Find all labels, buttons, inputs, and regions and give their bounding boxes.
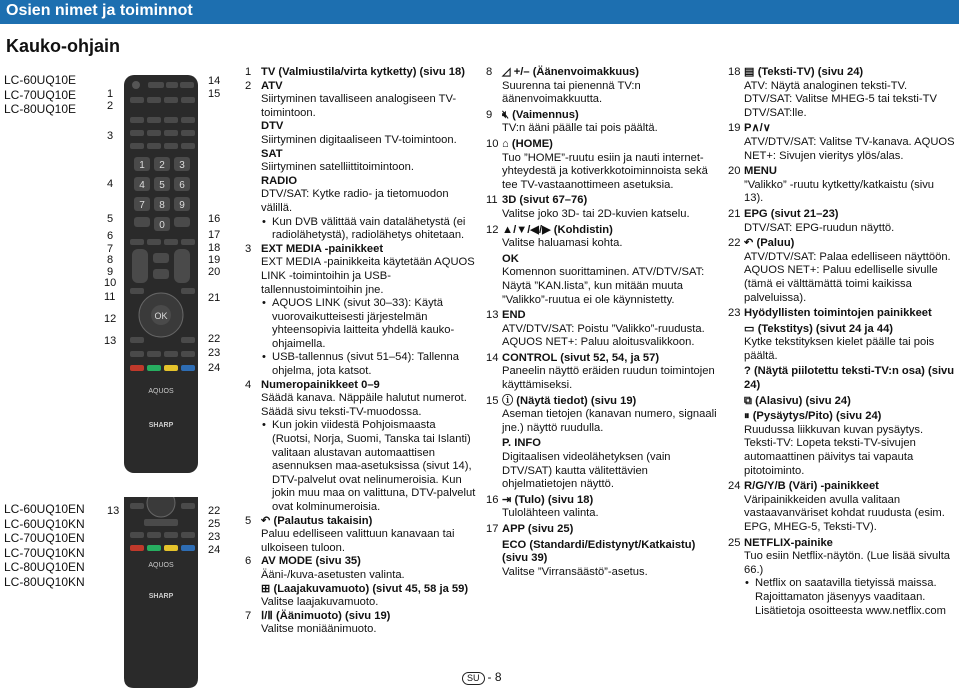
item-22 bbox=[728, 237, 956, 305]
callout-number: 11 bbox=[104, 291, 116, 303]
teletext-icon: ▤ bbox=[744, 66, 758, 78]
item-text: EXT MEDIA -painikkeita käytetään AQUOS LINK -toimintoihin ja USB-tallennustoimintoihin jne. bbox=[261, 256, 475, 296]
item-number: 14 bbox=[486, 351, 499, 364]
item-heading: (Näytä tiedot) (sivu 19) bbox=[516, 394, 637, 407]
item-4 bbox=[245, 379, 477, 515]
model-name: LC-80UQ10E bbox=[4, 102, 77, 116]
home-button bbox=[153, 253, 169, 263]
item-heading: CONTROL (sivut 52, 54, ja 57) bbox=[502, 351, 660, 364]
item-number: 10 bbox=[486, 137, 499, 150]
sound-mode-icon: Ⅰ/Ⅱ bbox=[261, 609, 277, 622]
item-heading: (HOME) bbox=[511, 137, 553, 150]
remote-button bbox=[180, 82, 194, 88]
callout-number: 23 bbox=[208, 531, 221, 543]
callout-number: 22 bbox=[208, 333, 221, 345]
epg-button bbox=[181, 288, 195, 294]
item-heading: EPG (sivut 21–23) bbox=[744, 207, 839, 220]
key-0: 0 bbox=[159, 220, 165, 231]
description-column-3 bbox=[728, 66, 956, 618]
power-button-icon bbox=[132, 81, 140, 89]
item-18 bbox=[728, 66, 956, 120]
end-button bbox=[130, 337, 144, 343]
callout-number: 1 bbox=[107, 88, 114, 100]
callout-number: 5 bbox=[107, 213, 114, 225]
item-heading: NETFLIX-painike bbox=[744, 536, 833, 549]
item-text: Ääni-/kuva-asetusten valinta. bbox=[261, 568, 405, 581]
item-text: Valitse ”Virransäästö”-asetus. bbox=[502, 565, 648, 578]
item-text: Komennon suorittaminen. ATV/DTV/SAT: Näytä ”KAN.lista”, kun mitään muuta ”Valikko”-ruutua ei ole käynnistetty. bbox=[502, 266, 705, 306]
sharp-logo: SHARP bbox=[148, 593, 174, 600]
item-number: 18 bbox=[728, 66, 741, 78]
item-19 bbox=[728, 122, 956, 163]
info-icon: ⓘ bbox=[502, 394, 517, 407]
item-text: Ruudussa liikkuvan kuvan pysäytys. Teksti-TV: Lopeta teksti-TV-sivujen automaattinen päivitys tai vapauta pitotoiminto. bbox=[744, 423, 924, 477]
item-21 bbox=[728, 208, 956, 235]
item-25 bbox=[728, 537, 956, 619]
key-4: 4 bbox=[139, 180, 145, 191]
callout-number: 15 bbox=[208, 88, 221, 100]
item-number: 16 bbox=[486, 493, 499, 506]
callout-number: 22 bbox=[208, 505, 221, 517]
item-text: Siirtyminen tavalliseen analogiseen TV-toimintoon. bbox=[261, 93, 457, 119]
item-15 bbox=[486, 395, 718, 492]
item-8 bbox=[486, 66, 718, 107]
item-text: Tuo ”HOME”-ruutu esiin ja nauti internet-yhteydestä ja kotiverkkotoiminnoista sekä tee TV-vastaanottimeen asetuksia. bbox=[502, 151, 708, 191]
item-text: Valitse haluamasi kohta. bbox=[502, 237, 623, 250]
callout-number: 7 bbox=[107, 243, 114, 255]
remote-button bbox=[166, 82, 178, 88]
description-column-2 bbox=[486, 66, 718, 579]
wide-mode-icon: ⊞ bbox=[261, 582, 274, 595]
item-heading: P∧/∨ bbox=[744, 122, 771, 135]
return-button bbox=[181, 503, 195, 509]
callout-number: 24 bbox=[208, 362, 221, 374]
item-11 bbox=[486, 194, 718, 221]
item-heading: +/– (Äänenvoimakkuus) bbox=[513, 66, 639, 78]
model-name: LC-80UQ10KN bbox=[4, 574, 85, 589]
key-5: 5 bbox=[159, 180, 165, 191]
item-number: 24 bbox=[728, 480, 741, 493]
item-1 bbox=[245, 66, 477, 80]
key-9: 9 bbox=[179, 200, 185, 211]
callout-number: 23 bbox=[208, 347, 221, 359]
item-number: 2 bbox=[245, 79, 252, 92]
item-17 bbox=[486, 523, 718, 579]
language-badge: SU bbox=[462, 672, 485, 685]
key-1: 1 bbox=[139, 160, 145, 171]
item-text: Tulolähteen valinta. bbox=[502, 507, 599, 520]
header-title: Osien nimet ja toiminnot bbox=[6, 2, 193, 19]
item-text: Kytke tekstityksen kielet päälle tai pois päältä. bbox=[744, 336, 935, 362]
section-title: Kauko-ohjain bbox=[6, 36, 121, 56]
callout-number: 24 bbox=[208, 544, 221, 556]
item-subheading: RADIO bbox=[261, 174, 298, 187]
item-23 bbox=[728, 307, 956, 478]
bullet-text: • AQUOS LINK (sivut 30–33): Käytä vuorovaikutteisesti järjestelmän yhteensopivia laitteita yhdellä kauko-ohjaimella. bbox=[261, 297, 477, 351]
item-number: 9 bbox=[486, 108, 493, 121]
item-heading: (Palautus takaisin) bbox=[273, 514, 373, 527]
callout-number: 13 bbox=[107, 505, 120, 517]
item-number: 4 bbox=[245, 378, 252, 391]
callout-number: 4 bbox=[107, 178, 114, 190]
item-text: DTV/SAT: Kytke radio- ja tietomuodon välillä. bbox=[261, 188, 449, 214]
item-text: DTV/SAT: EPG-ruudun näyttö. bbox=[744, 221, 895, 234]
item-heading: (Teksti-TV) (sivu 24) bbox=[757, 66, 864, 78]
model-name: LC-80UQ10EN bbox=[4, 560, 85, 574]
hold-icon: ⏸ bbox=[744, 410, 753, 423]
item-text: Digitaalisen videolähetyksen (vain DTV/SAT) kautta välitettävien ohjelmatietojen näyttö. bbox=[502, 451, 671, 491]
item-number: 13 bbox=[486, 309, 499, 322]
key-7: 7 bbox=[139, 200, 145, 211]
aquos-logo: AQUOS bbox=[148, 388, 174, 395]
item-heading: 3D (sivut 67–76) bbox=[502, 194, 588, 207]
item-number: 5 bbox=[245, 514, 252, 527]
callout-number: 20 bbox=[208, 266, 221, 278]
callout-number: 12 bbox=[104, 313, 117, 325]
callout-number: 2 bbox=[107, 100, 114, 112]
callout-number: 6 bbox=[107, 230, 114, 242]
item-16 bbox=[486, 494, 718, 521]
key-3: 3 bbox=[179, 160, 185, 171]
mute-button bbox=[153, 269, 169, 279]
item-text: ATV/DTV/SAT: Palaa edelliseen näyttöön. AQUOS NET+: Paluu edelliselle sivulle (tämä ei välttämättä toimi kaikissa palveluissa). bbox=[744, 250, 951, 304]
item-heading: Hyödyllisten toimintojen painikkeet bbox=[744, 307, 932, 320]
item-text: Valitse joko 3D- tai 2D-kuvien katselu. bbox=[502, 207, 690, 220]
item-number: 17 bbox=[486, 523, 499, 535]
item-heading: MENU bbox=[744, 165, 777, 178]
key-8: 8 bbox=[159, 200, 165, 211]
key-2: 2 bbox=[159, 160, 165, 171]
volume-rocker bbox=[132, 249, 148, 283]
item-number: 15 bbox=[486, 394, 499, 407]
model-name: LC-70UQ10EN bbox=[4, 531, 85, 545]
item-subheading: (Tekstitys) (sivut 24 ja 44) bbox=[757, 322, 894, 335]
item-heading: EXT MEDIA -painikkeet bbox=[261, 242, 384, 255]
key-6: 6 bbox=[179, 180, 185, 191]
remote-button bbox=[148, 82, 164, 88]
home-icon: ⌂ bbox=[502, 137, 512, 150]
return-icon: ↶ bbox=[744, 237, 757, 250]
item-number: 25 bbox=[728, 536, 741, 549]
aquos-logo: AQUOS bbox=[148, 562, 174, 569]
item-number: 20 bbox=[728, 165, 741, 178]
item-text: Suurenna tai pienennä TV:n äänenvoimakkuutta. bbox=[502, 79, 641, 106]
input-icon: ⇥ bbox=[502, 493, 515, 506]
item-number: 8 bbox=[486, 66, 493, 78]
bullet-text: • Netflix on saatavilla tietyissä maissa. Rajoittamaton jäsenyys vaaditaan. Lisätietoja osoitteesta www.netflix.com bbox=[744, 577, 956, 618]
callout-number: 19 bbox=[208, 254, 221, 266]
item-heading: TV (Valmiustila/virta kytketty) (sivu 18) bbox=[261, 66, 465, 78]
subpage-icon: ⧉ bbox=[744, 394, 756, 407]
model-name: LC-70UQ10KN bbox=[4, 545, 85, 560]
item-text: Valitse moniäänimuoto. bbox=[261, 623, 377, 636]
item-number: 12 bbox=[486, 223, 499, 236]
callout-number: 8 bbox=[107, 254, 114, 266]
item-6 bbox=[245, 555, 477, 609]
item-subheading: (Alasivu) (sivu 24) bbox=[755, 394, 851, 407]
item-text: ATV/DTV/SAT: Poistu ”Valikko”-ruudusta. AQUOS NET+: Paluu aloitusvalikkoon. bbox=[502, 322, 705, 349]
item-text: Siirtyminen satelliittitoimintoon. bbox=[261, 161, 414, 174]
item-number: 21 bbox=[728, 207, 741, 220]
netflix-button bbox=[144, 519, 178, 526]
item-text: ”Valikko” -ruutu kytketty/katkaistu (sivu 13). bbox=[744, 178, 935, 205]
item-10 bbox=[486, 138, 718, 192]
remote-control-variant-illustration bbox=[122, 497, 200, 688]
item-subheading: (Pysäytys/Pito) (sivu 24) bbox=[752, 410, 882, 423]
bullet-text: • Kun jokin viidestä Pohjoismaasta (Ruotsi, Norja, Suomi, Tanska tai Islanti) valitaan alustavan automaattisen asennuksen maa-asetuksissa (sivut 14), DTV-palvelut ovat nelinumeroisia. Kun jokin muu maa on valittuna, DTV-palvelut ovat kolminumeroisia. bbox=[261, 419, 477, 514]
header-bar bbox=[0, 0, 959, 24]
bullet-text: • Kun DVB välittää vain datalähetystä (ei radiolähetystä), radiolähetys ohitetaan. bbox=[261, 216, 477, 243]
item-subheading: SAT bbox=[261, 147, 283, 160]
item-3 bbox=[245, 243, 477, 379]
item-heading: APP (sivu 25) bbox=[502, 523, 574, 535]
item-number: 22 bbox=[728, 237, 741, 250]
bullet-text: • USB-tallennus (sivut 51–54): Tallenna ohjelma, jota katsot. bbox=[261, 351, 477, 378]
item-heading: R/G/Y/B (Väri) -painikkeet bbox=[744, 480, 879, 493]
item-text: Valitse laajakuvamuoto. bbox=[261, 596, 379, 609]
item-7 bbox=[245, 610, 477, 637]
return-button bbox=[181, 337, 195, 343]
volume-icon: ◿ bbox=[502, 66, 514, 78]
ok-label: OK bbox=[154, 311, 168, 321]
callout-number: 21 bbox=[208, 292, 221, 304]
model-list-bottom bbox=[4, 502, 85, 589]
item-heading: (Vaimennus) bbox=[512, 108, 579, 121]
item-number: 6 bbox=[245, 555, 252, 568]
callout-number: 17 bbox=[208, 229, 221, 241]
remote-control-illustration bbox=[122, 75, 200, 475]
callout-number: 9 bbox=[107, 266, 114, 278]
item-heading: (Äänimuoto) (sivu 19) bbox=[276, 609, 391, 622]
model-list-top bbox=[4, 73, 76, 117]
item-text: Tuo esiin Netflix-näytön. (Lue lisää sivulta 66.) bbox=[744, 550, 951, 576]
item-13 bbox=[486, 309, 718, 350]
return-icon: ↶ bbox=[261, 514, 274, 527]
callout-number: 13 bbox=[104, 335, 117, 347]
item-heading: ▲/▼/◀/▶ (Kohdistin) bbox=[502, 223, 613, 236]
item-text: Säädä kanava. Näppäile halutut numerot. Säädä sivu teksti-TV-muodossa. bbox=[261, 392, 467, 418]
item-heading: END bbox=[502, 309, 526, 322]
end-button bbox=[130, 503, 144, 509]
callout-number: 25 bbox=[208, 518, 221, 530]
mute-icon: 🔇︎ bbox=[502, 108, 513, 121]
item-20 bbox=[728, 165, 956, 206]
item-number: 23 bbox=[728, 307, 741, 320]
item-9 bbox=[486, 109, 718, 136]
item-number: 3 bbox=[245, 242, 252, 255]
item-12 bbox=[486, 224, 718, 308]
model-name: LC-70UQ10E bbox=[4, 87, 77, 102]
item-text: ATV/DTV/SAT: Valitse TV-kanava. AQUOS NET+: Sivujen vieritys ylös/alas. bbox=[744, 135, 955, 162]
item-text: ATV: Näytä analoginen teksti-TV. DTV/SAT: Valitse MHEG-5 tai teksti-TV DTV/SAT:lle. bbox=[744, 79, 937, 119]
item-5 bbox=[245, 515, 477, 556]
subtitle-icon: ▭ bbox=[744, 322, 758, 335]
page-number-text: - 8 bbox=[487, 670, 502, 684]
item-text: Aseman tietojen (kanavan numero, signaali jne.) näyttö ruudulla. bbox=[502, 408, 717, 434]
model-name: LC-60UQ10EN bbox=[4, 502, 85, 516]
callout-number: 10 bbox=[104, 277, 117, 289]
callout-number: 14 bbox=[208, 75, 221, 87]
reveal-icon: ? bbox=[744, 365, 754, 378]
item-14 bbox=[486, 352, 718, 393]
sharp-logo: SHARP bbox=[148, 422, 174, 429]
item-heading: (Tulo) (sivu 18) bbox=[514, 493, 594, 506]
item-subheading: DTV bbox=[261, 120, 284, 133]
item-heading: (Paluu) bbox=[756, 237, 795, 250]
callout-number: 3 bbox=[107, 130, 114, 142]
item-2 bbox=[245, 80, 477, 243]
description-column-1 bbox=[245, 66, 477, 637]
item-subheading: ECO (Standardi/Edistynyt/Katkaistu) (sivu 39) bbox=[502, 538, 696, 565]
item-subheading: (Laajakuvamuoto) (sivut 45, 58 ja 59) bbox=[273, 582, 469, 595]
item-number: 19 bbox=[728, 122, 741, 135]
3d-button bbox=[130, 288, 144, 294]
item-subheading: P. INFO bbox=[502, 437, 541, 450]
channel-rocker bbox=[174, 249, 190, 283]
item-24 bbox=[728, 480, 956, 534]
page-number bbox=[462, 670, 502, 685]
item-subheading: OK bbox=[502, 252, 519, 265]
item-text: Paneelin näyttö eräiden ruudun toimintojen käyttämiseksi. bbox=[502, 365, 715, 392]
item-number: 1 bbox=[245, 66, 252, 78]
item-text: Paluu edelliseen valittuun kanavaan tai ulkoiseen tuloon. bbox=[261, 528, 455, 554]
callout-number: 16 bbox=[208, 213, 221, 225]
item-heading: AV MODE (sivu 35) bbox=[261, 555, 361, 568]
item-number: 11 bbox=[486, 194, 498, 207]
item-heading: ATV bbox=[261, 79, 283, 92]
item-text: Väripainikkeiden avulla valitaan vastaavanväriset kohdat ruudusta (esim. EPG, MHEG-5, Teksti-TV). bbox=[744, 493, 945, 533]
model-name: LC-60UQ10KN bbox=[4, 516, 85, 531]
item-heading: Numeropainikkeet 0–9 bbox=[261, 378, 380, 391]
item-text: TV:n ääni päälle tai pois päältä. bbox=[502, 122, 658, 135]
model-name: LC-60UQ10E bbox=[4, 73, 77, 87]
item-subheading: (Näytä piilotettu teksti-TV:n osa) (sivu 24) bbox=[744, 365, 955, 392]
callout-number: 18 bbox=[208, 242, 221, 254]
item-number: 7 bbox=[245, 609, 252, 622]
item-text: Siirtyminen digitaaliseen TV-toimintoon. bbox=[261, 133, 457, 146]
